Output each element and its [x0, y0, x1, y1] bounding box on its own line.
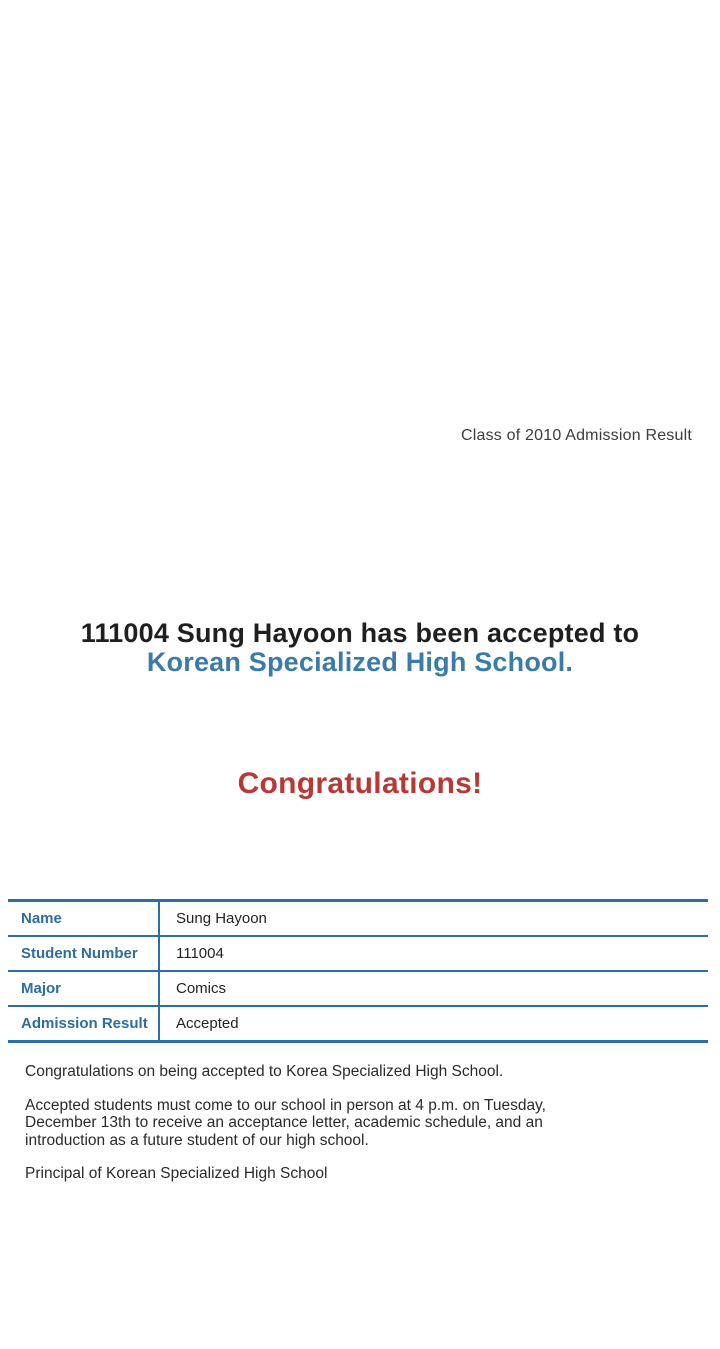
letter-signature-principal: Principal of Korean Specialized High School	[25, 1165, 328, 1182]
row-value-admission-result: Accepted	[176, 1015, 239, 1032]
acceptance-headline	[0, 619, 720, 677]
class-of-note: Class of 2010 Admission Result	[461, 427, 692, 444]
row-label-name: Name	[8, 902, 160, 935]
row-value-name: Sung Hayoon	[176, 910, 267, 927]
table-row	[8, 937, 708, 972]
congratulations-text: Congratulations!	[237, 767, 483, 800]
table-row	[8, 1007, 708, 1040]
acceptance-headline-name-line: 111004 Sung Hayoon has been accepted to	[80, 618, 640, 648]
table-row	[8, 902, 708, 937]
table-row	[8, 972, 708, 1007]
row-label-student-number: Student Number	[8, 937, 160, 970]
row-label-admission-result: Admission Result	[8, 1007, 160, 1040]
letter-paragraph-congrats: Congratulations on being accepted to Korea Specialized High School.	[25, 1063, 504, 1080]
letter-paragraph-instructions: Accepted students must come to our school in person at 4 p.m. on Tuesday, December 13th to receive an acceptance letter, academic schedule, and an introduction as a future student of our high school.	[25, 1096, 546, 1149]
row-value-major: Comics	[176, 980, 227, 997]
admission-result-table	[8, 899, 708, 1043]
row-label-major: Major	[8, 972, 160, 1005]
letter-body	[25, 1063, 585, 1183]
acceptance-headline-school-line: Korean Specialized High School.	[146, 647, 574, 677]
row-value-student-number: 111004	[176, 945, 224, 962]
